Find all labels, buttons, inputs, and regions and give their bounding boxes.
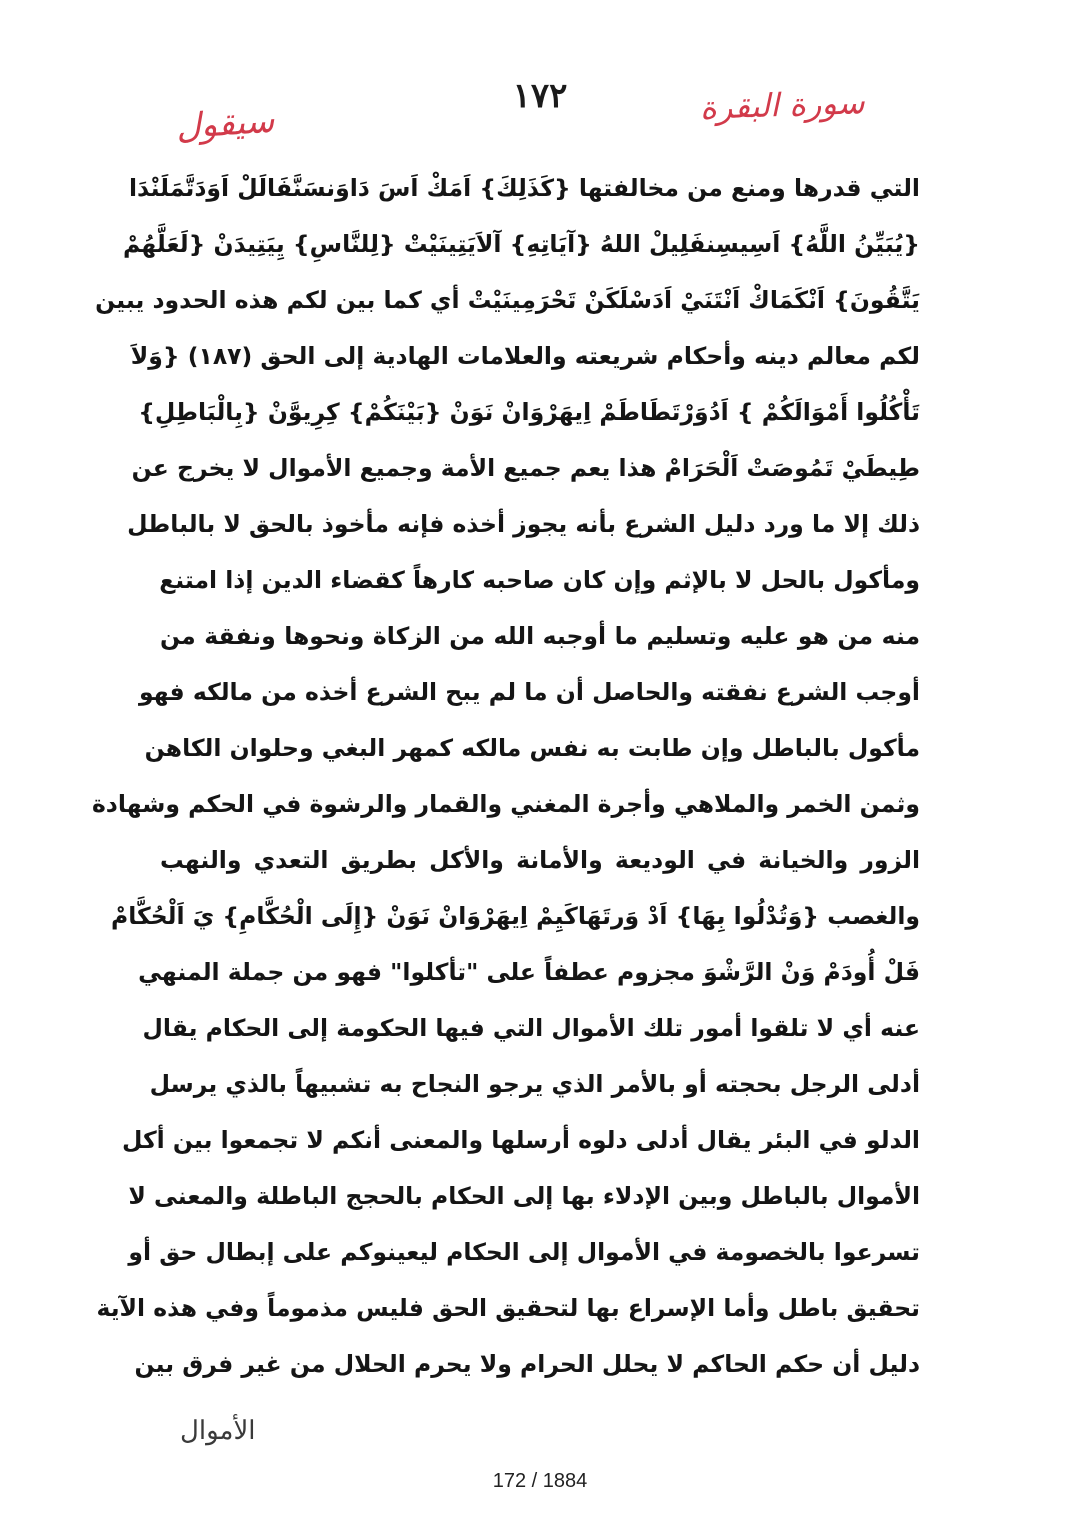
text-line: أوجب الشرع نفقته والحاصل أن ما لم يبح الشرع أخذه من مالكه فهو <box>139 678 920 706</box>
text-line: والغصب {وَتُدْلُوا بِهَا} اَدْ وَرتَهَاكَيِمْ اِيهَرْوَانْ نَوَنْ {إِلَى الْحُكَّامِ} يَ اَلْحُكَّامْ <box>111 902 920 930</box>
text-line: فَلْ أُودَمْ وَنْ الرَّشْوَ مجزوم عطفاً على "تأكلوا" فهو من جملة المنهي <box>138 958 920 986</box>
text-line: {يُبَيِّنُ اللَّهُ} اَسِيسِنفَلِيلْ اللهُ {آيَاتِهِ} آلاَيَتِينَيْتْ {لِلنَّاسِ} يِيَتِيدَنْ {لَعَلَّهُمْ <box>122 230 920 258</box>
text-line: ذلك إلا ما ورد دليل الشرع بأنه يجوز أخذه فإنه مأخوذ بالحق لا بالباطل <box>127 510 920 538</box>
text-line: الزور والخيانة في الوديعة والأمانة والأكل بطريق التعدي والنهب <box>160 846 920 874</box>
pdf-page-counter: 172 / 1884 <box>492 1470 588 1492</box>
text-line: يَتَّقُونَ} اَنْكَمَاكْ اَنْتَنَيْ اَدَسْلَكَنْ تَحْرَمِينَيْتْ أي كما بين لكم هذه الحدود يبين <box>95 286 920 314</box>
text-line: مأكول بالباطل وإن طابت به نفس مالكه كمهر البغي وحلوان الكاهن <box>144 734 920 762</box>
text-line: الدلو في البئر يقال أدلى دلوه أرسلها والمعنى أنكم لا تجمعوا بين أكل <box>122 1126 920 1154</box>
text-line: تسرعوا بالخصومة في الأموال إلى الحكام ليعينوكم على إبطال حق أو <box>128 1238 920 1266</box>
body-text <box>91 160 920 1392</box>
surah-name-annotation: سورة البقرة <box>699 83 866 127</box>
text-line: لكم معالم دينه وأحكام شريعته والعلامات الهادية إلى الحق (١٨٧) {وَلاَ <box>130 342 920 370</box>
text-line: عنه أي لا تلقوا أمور تلك الأموال التي فيها الحكومة إلى الحكام يقال <box>142 1014 920 1042</box>
text-line: وثمن الخمر والملاهي وأجرة المغني والقمار والرشوة في الحكم وشهادة <box>91 790 920 818</box>
text-line: منه من هو عليه وتسليم ما أوجبه الله من الزكاة ونحوها ونفقة من <box>160 622 920 650</box>
juz-name-annotation: سيقول <box>174 100 276 148</box>
page-number: ١٧٢ <box>512 76 568 116</box>
catchword: الأموال <box>180 1416 256 1446</box>
text-line: الأموال بالباطل وبين الإدلاء بها إلى الحكام بالحجج الباطلة والمعنى لا <box>128 1182 920 1210</box>
text-line: طِيطَيْ تَمُوصَتْ اَلْحَرَامْ هذا يعم جميع الأمة وجميع الأموال لا يخرج عن <box>131 454 920 482</box>
text-line: أدلى الرجل بحجته أو بالأمر الذي يرجو النجاح به تشبيهاً بالذي يرسل <box>149 1070 920 1098</box>
text-line: ومأكول بالحل لا بالإثم وإن كان صاحبه كارهاً كقضاء الدين إذا امتنع <box>159 566 920 594</box>
text-line: تَأْكُلُوا أَمْوَالَكُمْ } اَدُوَرْتَطَاطَمْ اِيهَرْوَانْ نَوَنْ {بَيْنَكُمْ} كِرِيوَّنْ {بِالْبَاطِلِ} <box>138 398 920 426</box>
text-line: دليل أن حكم الحاكم لا يحلل الحرام ولا يحرم الحلال من غير فرق بين <box>134 1350 920 1378</box>
text-line: تحقيق باطل وأما الإسراع بها لتحقيق الحق فليس مذموماً وفي هذه الآية <box>96 1294 920 1322</box>
text-line: التي قدرها ومنع من مخالفتها {كَذَلِكَ} اَمَكْ اَسَ دَاوَنسَنَّفَالَلْ اَوَدَتَّمَلَنْدَا <box>128 174 920 202</box>
